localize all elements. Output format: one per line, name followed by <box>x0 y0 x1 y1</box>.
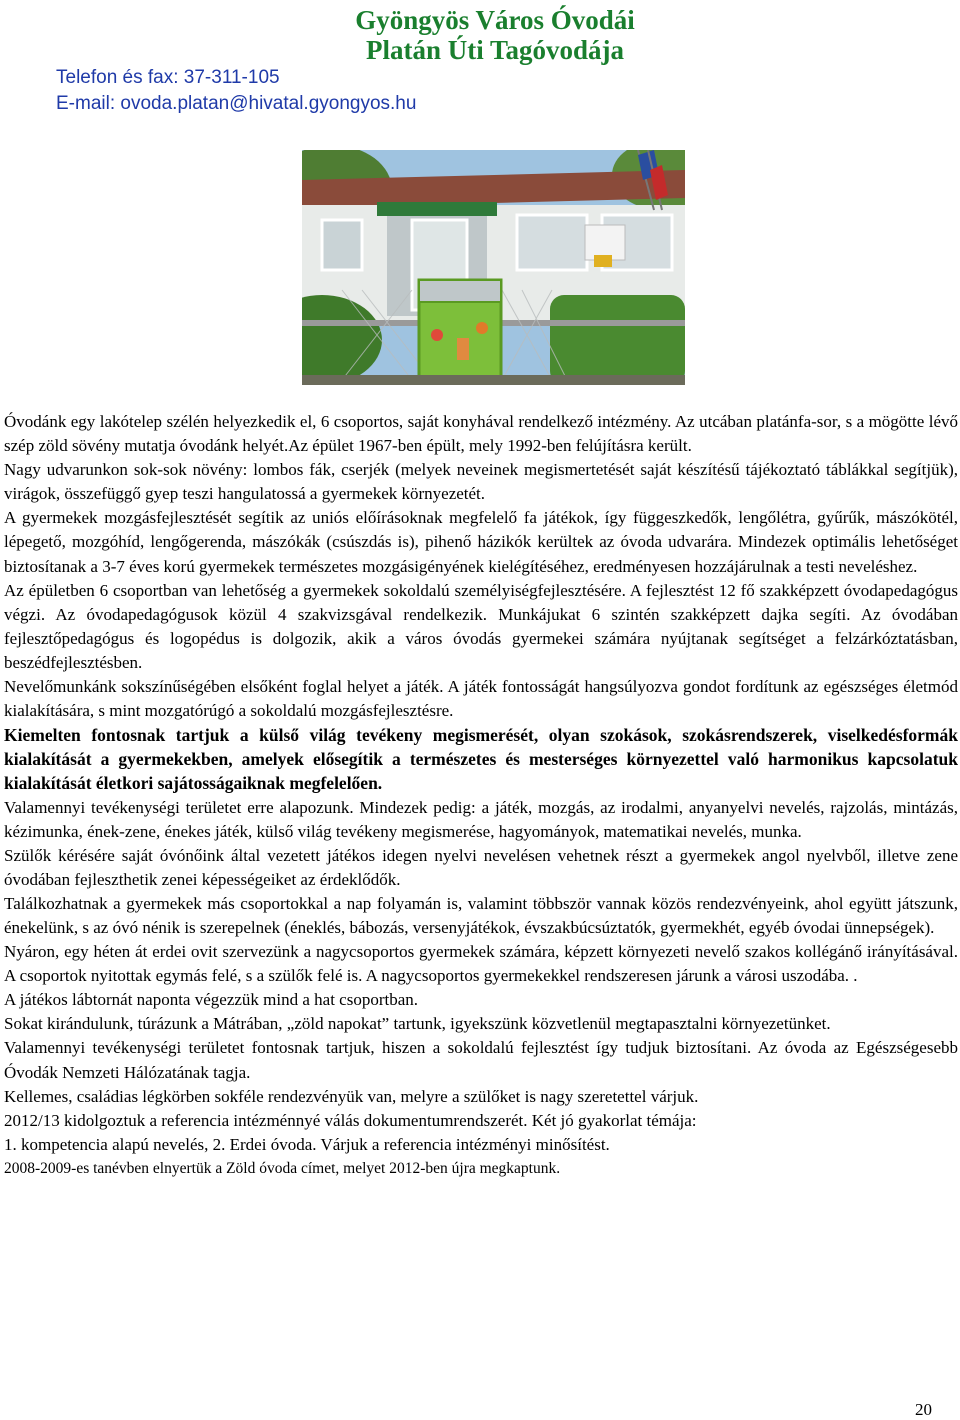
paragraph: Sokat kirándulunk, túrázunk a Mátrában, „zöld napokat” tartunk, igyekszünk közvetlenül megtapasztalni környezetünket. <box>4 1014 831 1034</box>
paragraph-bold: Kiemelten fontosnak tartjuk a külső világ tevékeny megismerését, olyan szokások, szokásrendszerek, viselkedésformák kialakítását a gyermekekben, amelyek elősegítik a természetes és mesterséges környezettel való harmonikus kapcsolatuk kialakítását életkori sajátosságaiknak megfelelően. <box>4 725 958 794</box>
kindergarten-photo-illustration <box>302 150 685 385</box>
kindergarten-photo <box>302 150 685 385</box>
paragraph: 1. kompetencia alapú nevelés, 2. Erdei óvoda. Várjuk a referencia intézményi minősítést. <box>4 1134 610 1154</box>
paragraph-small: 2008-2009-es tanévben elnyertük a Zöld óvoda címet, melyet 2012-ben újra megkaptunk. <box>4 1159 561 1177</box>
paragraph: Az épületben 6 csoportban van lehetőség a gyermekek sokoldalú személyiségfejlesztésére. A fejlesztést 12 fő szakképzett óvodapedagógus végzi. Az óvodapedagógusok közül 4 szakvizsgával rendelkezik. Munkájukat 6 szintén szakképzett dajka segíti. Az óvodában fejlesztőpedagógus és logopédus is dolgozik, akik a város óvodás gyermekei számára nyújtanak segítséget a felzárkóztatásban, beszédfejlesztésben. <box>4 580 958 672</box>
paragraph: Találkozhatnak a gyermekek más csoportokkal a nap folyamán is, valamint többször vannak közös rendezvényeink, ahol együtt játszunk, énekelünk, s az óvó nénik is szerepelnek (éneklés, bábozás, versenyjátékok, évszakbúcsúztatók, gyermekhét, egyéb óvodai ünnepségek). <box>4 893 958 937</box>
paragraph: Szülők kérésére saját óvónőink által vezetett játékos idegen nyelvi nevelésen vehetnek részt a gyermekek angol nyelvből, illetve zene óvodában fejleszthetik zenei képességeiket az érdeklődők. <box>4 845 958 889</box>
body-text <box>4 410 958 1181</box>
paragraph: Kellemes, családias légkörben sokféle rendezvényük van, melyre a szülőket is nagy szeretettel várjuk. <box>4 1086 699 1106</box>
paragraph: Óvodánk egy lakótelep szélén helyezkedik el, 6 csoportos, saját konyhával rendelkező intézmény. Az utcában platánfa-sor, s a mögötte lévő szép zöld sövény mutatja óvodánk helyét.Az épület 1967-ben épült, mely 1992-ben felújításra került. <box>4 412 958 456</box>
title-line-2: Platán Úti Tagóvodája <box>365 35 625 65</box>
contact-phone: Telefon és fax: 37-311-105 <box>56 67 280 88</box>
paragraph: Valamennyi tevékenységi területet erre alapozunk. Mindezek pedig: a játék, mozgás, az irodalmi, anyanyelvi nevelés, rajzolás, mintázás, kézimunka, ének-zene, énekes játék, külső világ tevékeny megismerése, hagyományok, matematikai nevelés, munka. <box>4 797 958 841</box>
paragraph: Valamennyi tevékenységi területet fontosnak tartjuk, hiszen a sokoldalú fejlesztést így tudjuk biztosítani. Az óvoda az Egészségesebb Óvodák Nemzeti Hálózatának tagja. <box>4 1038 958 1082</box>
contact-email[interactable]: E-mail: ovoda.platan@hivatal.gyongyos.hu <box>56 93 417 114</box>
page-number: 20 <box>915 1400 932 1419</box>
paragraph: 2012/13 kidolgoztuk a referencia intézménnyé válás dokumentumrendszerét. Két jó gyakorlat témája: <box>4 1110 697 1130</box>
paragraph: Nyáron, egy héten át erdei ovit szervezünk a nagycsoportos gyermekek számára, képzett környezeti nevelő szakos kollégánő irányításával. A csoportok nyitottak egymás felé, s a szülők felé is. A nagycsoportos gyermekekkel rendszeresen járunk a városi uszodába. . <box>4 942 958 986</box>
paragraph: Nagy udvarunkon sok-sok növény: lombos fák, cserjék (melyek neveinek megismertetését saját készítésű tájékoztató táblákkal segítjük), virágok, összefüggő gyep teszi hangulatossá a gyermekek környezetét. <box>4 460 958 504</box>
paragraph: Nevelőmunkánk sokszínűségében elsőként foglal helyet a játék. A játék fontosságát hangsúlyozva gondot fordítunk az egészséges életmód kialakítására, s mint mozgatórúgó a sokoldalú mozgásfejlesztésre. <box>4 677 958 721</box>
paragraph: A gyermekek mozgásfejlesztését segítik az uniós előírásoknak megfelelő fa játékok, így függeszkedők, lengőlétra, gyűrűk, mászókötél, lépegető, mozgóhíd, lengőgerenda, mászókák (csúszdás is), pihenő házikók kerültek az óvoda udvarára. Mindezek optimális lehetőséget biztosítanak a 3-7 éves korú gyermekek természetes mozgásigényének kielégítéséhez, eredményesen hozzájárulnak a testi neveléshez. <box>4 508 958 576</box>
paragraph: A játékos lábtornát naponta végezzük mind a hat csoportban. <box>4 990 419 1010</box>
title-line-1: Gyöngyös Város Óvodái <box>355 5 635 35</box>
